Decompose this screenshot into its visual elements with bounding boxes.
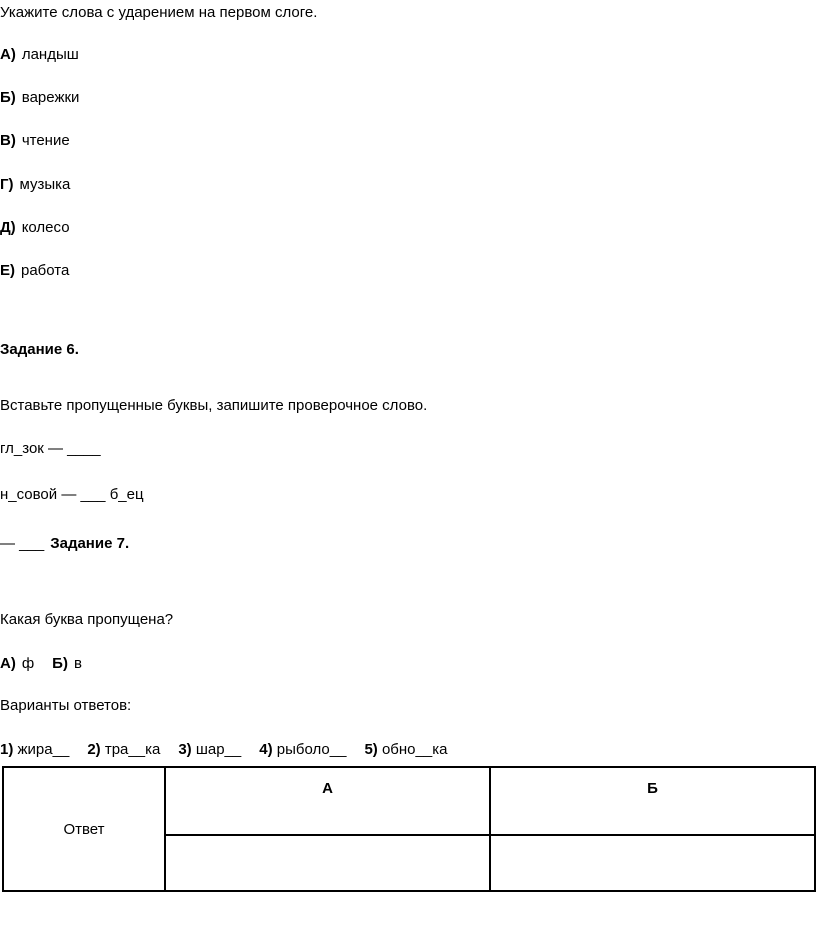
task7-choices [0,655,82,673]
task6-line2: н_совой — ___ б_ец [0,486,144,503]
answer-cell-a[interactable] [165,835,490,891]
task7-title: Задание 7. [50,535,130,552]
column-a-header: А [165,767,490,835]
variant-text: обно__ка [381,741,448,758]
option-word: ландыш [21,46,79,63]
choice-value: в [73,655,82,672]
variant-num: 3) [178,741,192,758]
variant-num: 2) [87,741,101,758]
task6-title: Задание 6. [0,341,79,358]
option-letter: А) [0,46,16,63]
option-word: работа [21,262,70,279]
option-letter: В) [0,132,16,149]
task7-question: Какая буква пропущена? [0,611,174,628]
answer-label-cell: Ответ [3,767,165,891]
option-letter: Е) [0,262,15,279]
task6-line1: гл_зок — ____ [0,440,101,457]
option-word: музыка [19,176,71,193]
variant-text: рыболо__ [276,741,347,758]
option-g [0,176,70,194]
task5-question: Укажите слова с ударением на первом слоге. [0,4,318,21]
task6-line3 [0,535,129,553]
table-row [3,767,815,835]
variant-text: шар__ [195,741,242,758]
option-letter: Г) [0,176,14,193]
answer-cell-b[interactable] [490,835,815,891]
variant-num: 4) [259,741,273,758]
option-d [0,219,70,237]
choice-letter: А) [0,655,16,672]
choice-value: ф [21,655,35,672]
option-a [0,46,79,64]
variants-label: Варианты ответов: [0,697,132,714]
task6-instruction: Вставьте пропущенные буквы, запишите проверочное слово. [0,397,428,414]
variants-list [0,741,447,759]
column-b-header: Б [490,767,815,835]
option-v [0,132,70,150]
choice-letter: Б) [52,655,68,672]
answer-table [2,766,816,892]
task6-line3-prefix: — ___ [0,535,45,552]
option-word: колесо [21,219,70,236]
option-word: чтение [21,132,70,149]
variant-num: 1) [0,741,14,758]
option-letter: Б) [0,89,16,106]
option-e [0,262,69,280]
option-word: варежки [21,89,80,106]
option-b [0,89,79,107]
variant-text: тра__ка [104,741,161,758]
variant-text: жира__ [17,741,70,758]
option-letter: Д) [0,219,16,236]
variant-num: 5) [364,741,378,758]
